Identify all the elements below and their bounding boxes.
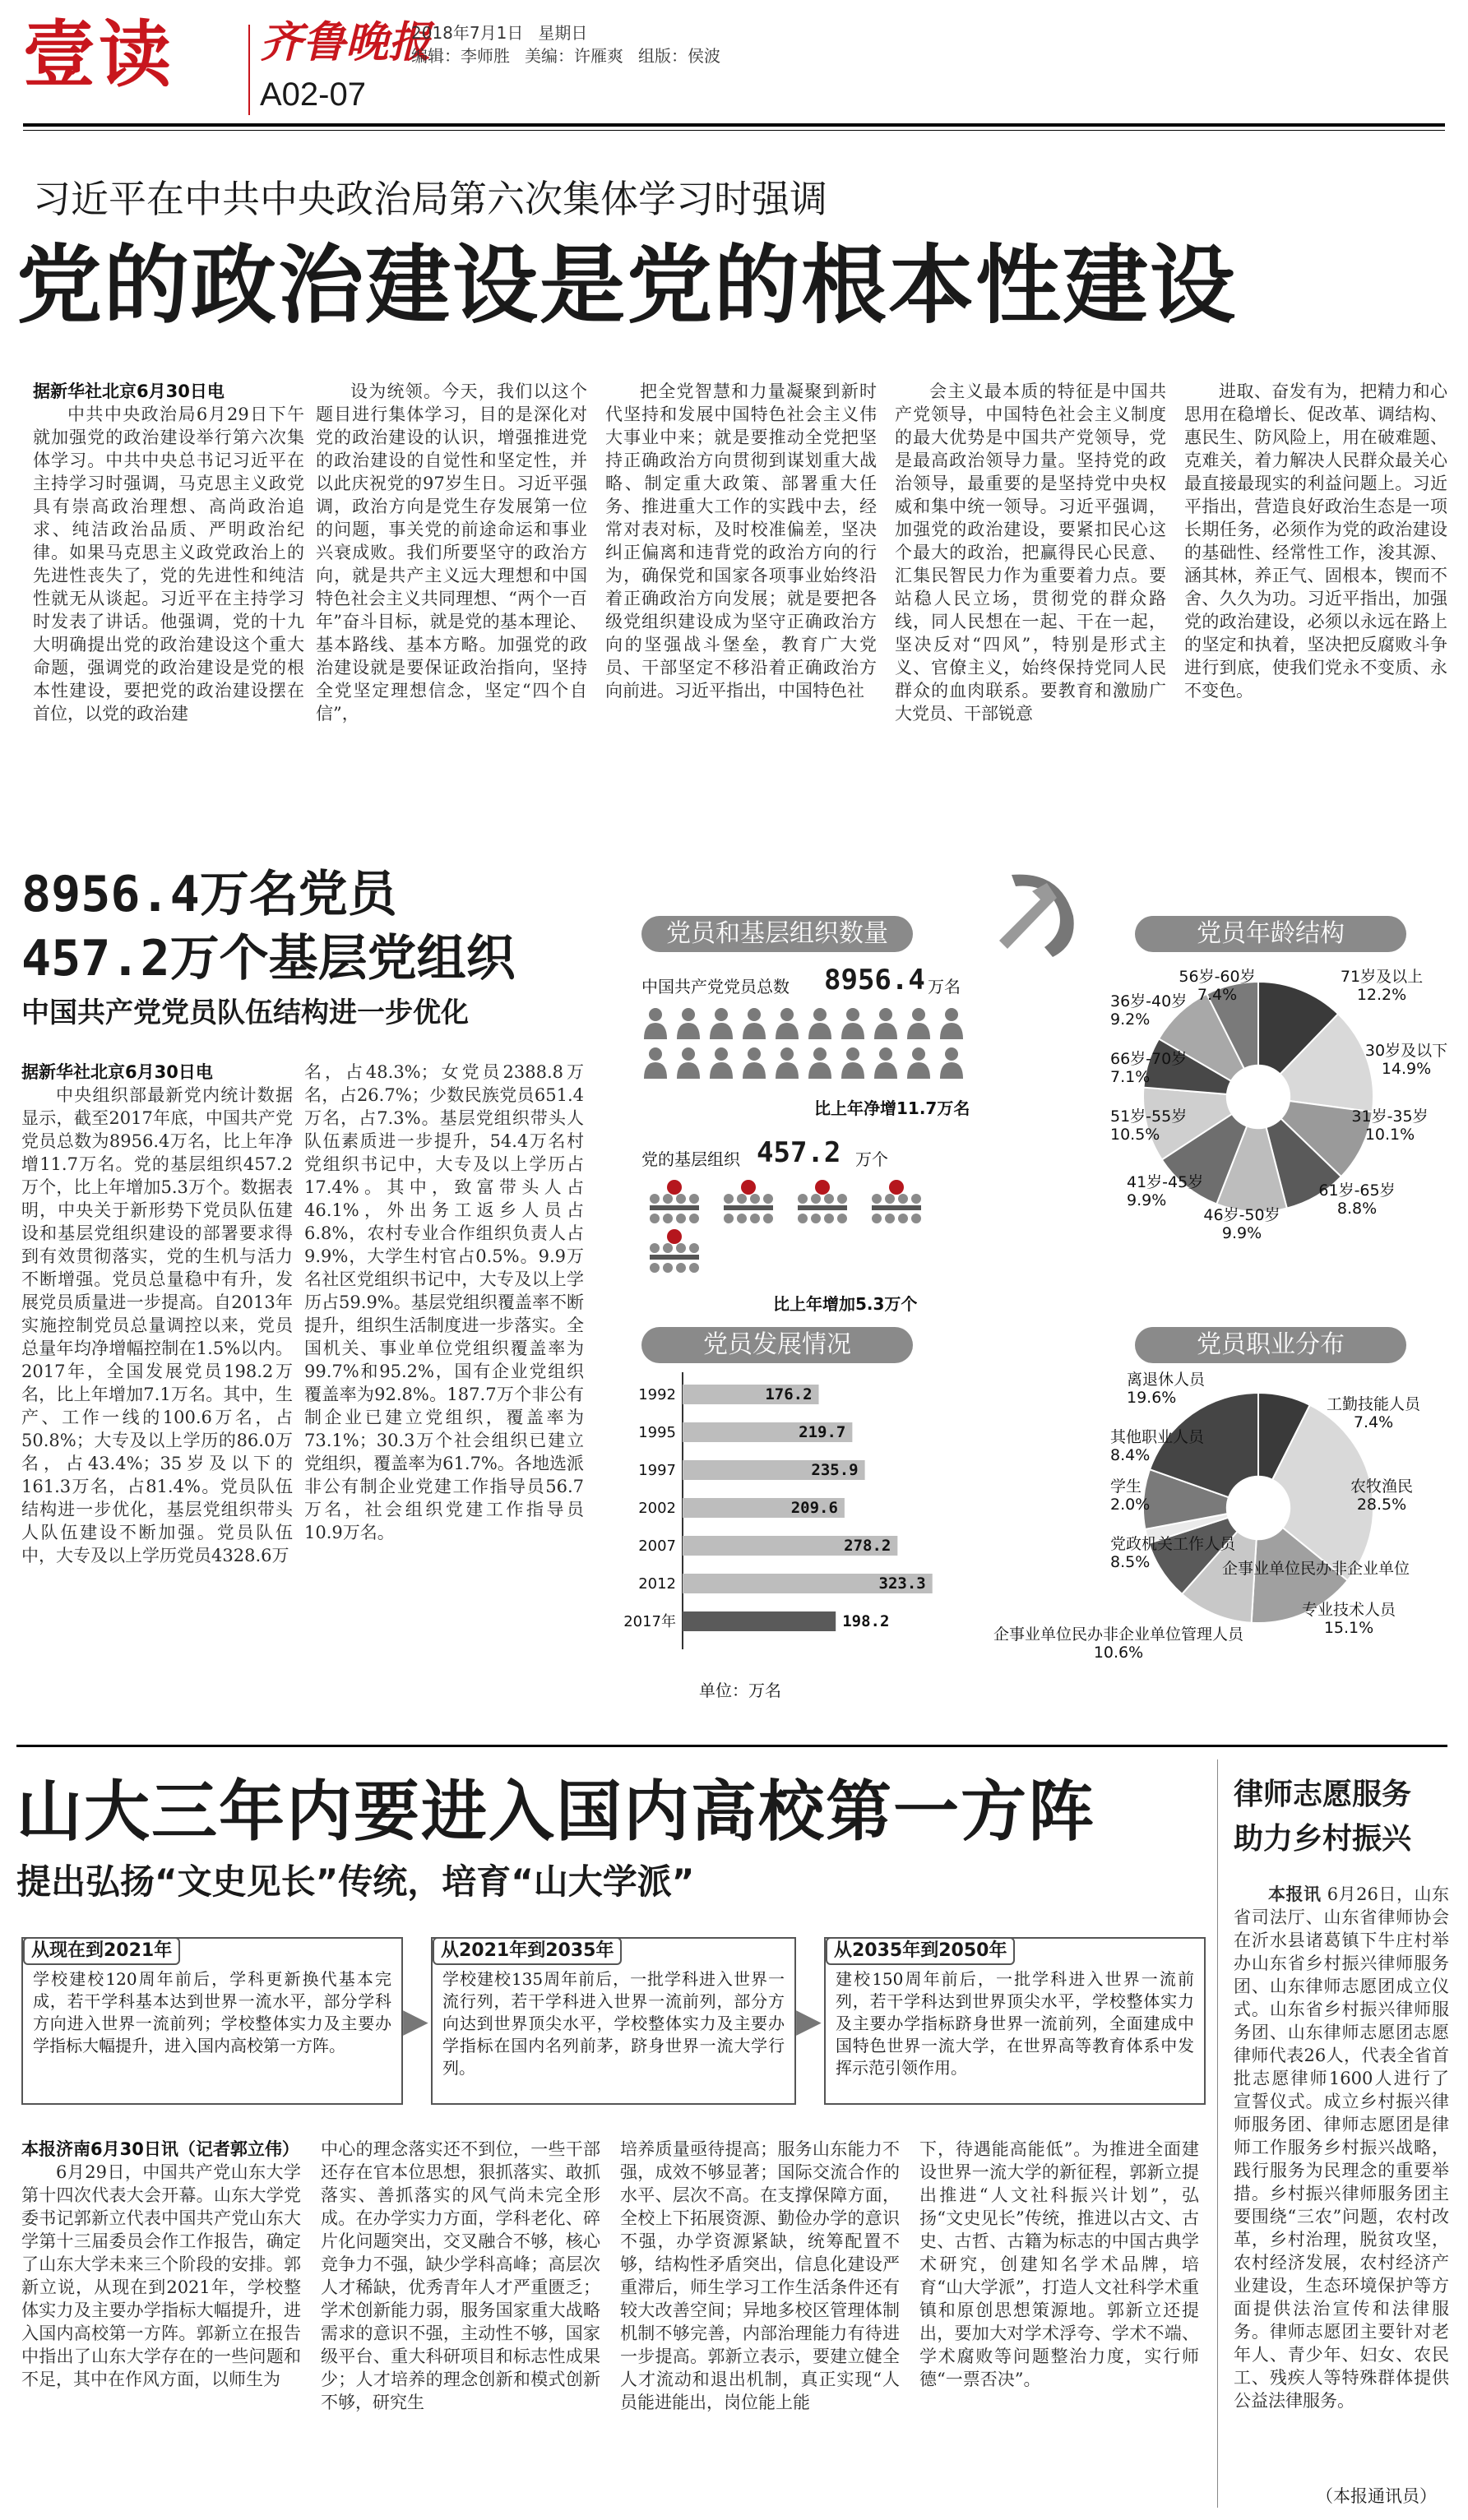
story1-text-4: 会主义最本质的特征是中国共产党领导，中国特色社会主义制度的最大优势是中国共产党领导，党是最高政治领导力量。坚持党的政治领导，最重要的是坚持党中央权威和集中统一领导。习近平强调，加强党的政治建设，要紧扣民心这个最大的政治，把赢得民心民意、汇集民智民力作为重要着力点。要站稳人民立场，贯彻党的群众路线，同人民想在一起、干在一起，坚决反对“四风”，特别是形式主义、官僚主义，始终保持党同人民群众的血肉联系。要教育和激励广大党员、干部锐意 (895, 381, 1166, 724)
section-divider (16, 1745, 1447, 1747)
bar-value-label: 176.2 (765, 1385, 813, 1403)
pie-value-label: 8.4% (1110, 1446, 1151, 1464)
sidebar-title-line-2: 助力乡村振兴 (1234, 1822, 1412, 1856)
growth-bar-chart (625, 1368, 1036, 1697)
page-number: A02-07 (260, 76, 366, 113)
person-icon (905, 1046, 933, 1079)
story3-column-3 (620, 2138, 900, 2508)
pie-label: 农牧渔民 (1350, 1477, 1414, 1496)
orgs-increase: 比上年增加5.3万个 (773, 1294, 918, 1314)
person-icon (839, 1006, 867, 1039)
org-table-icon (798, 1180, 847, 1223)
story1-headline: 党的政治建设是党的根本性建设 (16, 235, 1238, 335)
pie-label: 41岁-45岁 (1127, 1173, 1204, 1191)
org-table-icon (650, 1229, 699, 1273)
pie-label: 36岁-40岁 (1110, 992, 1188, 1010)
sidebar-title-line-1: 律师志愿服务 (1234, 1778, 1412, 1811)
person-icon (641, 1046, 669, 1079)
person-icon (938, 1006, 966, 1039)
pie-label: 56岁-60岁 (1179, 968, 1256, 986)
editor-credit: 编辑：李师胜 (411, 46, 510, 66)
pie-value-label: 10.5% (1110, 1126, 1160, 1144)
timeline-arrow-2-icon: ▶ (796, 2002, 822, 2040)
masthead-divider (248, 25, 250, 115)
bar-value-label: 209.6 (790, 1499, 838, 1517)
pie-label: 其他职业人员 (1110, 1428, 1205, 1446)
headline-a-number: 8956.4 (21, 866, 200, 923)
bar-value-label: 278.2 (844, 1537, 891, 1555)
orgs-label: 党的基层组织 (641, 1149, 740, 1169)
panel-members-title: 党员和基层组织数量 (641, 916, 913, 952)
bar-category-label: 1992 (638, 1386, 676, 1403)
bar-value-label: 219.7 (799, 1423, 846, 1441)
pie-value-label: 10.6% (1093, 1644, 1144, 1662)
issue-weekday: 星期日 (538, 23, 588, 43)
bar (683, 1611, 836, 1631)
pie-value-label: 10.1% (1364, 1126, 1415, 1144)
pie-value-label: 8.5% (1110, 1553, 1151, 1571)
story2-subhead: 中国共产党党员队伍结构进一步优化 (21, 996, 469, 1029)
story1-column-4 (895, 380, 1166, 840)
headline-a-text: 万名党员 (199, 866, 397, 923)
person-icon (641, 1006, 669, 1039)
pie-value-label: 14.9% (1381, 1060, 1432, 1078)
story1-text-2: 设为统领。今天，我们以这个题目进行集体学习，目的是深化对党的政治建设的认识，增强推进党的政治建设的自觉性和坚定性，并以此庆祝党的97岁生日。习近平强调，政治方向是党生存发展第一位的问题，事关党的前途命运和事业兴衰成败。我们所要坚守的政治方向，就是共产主义远大理想和中国特色社会主义共同理想、“两个一百年”奋斗目标，就是党的基本理论、基本路线、基本方略。加强党的政治建设就是要保证政治指向，坚持全党坚定理想信念，坚定“四个自信”， (316, 381, 587, 724)
story3-column-2 (321, 2138, 600, 2508)
story1-column-2 (316, 380, 587, 840)
story2-headline-b (21, 929, 516, 988)
pie-label: 工勤技能人员 (1326, 1395, 1421, 1413)
bar-value-label: 198.2 (842, 1612, 890, 1630)
person-icon (707, 1006, 735, 1039)
members-people-row-1 (641, 1006, 970, 1039)
person-icon (872, 1006, 900, 1039)
bar-unit-label: 单位：万名 (699, 1681, 781, 1700)
pie-label: 61岁-65岁 (1318, 1181, 1396, 1200)
org-table-icon (872, 1180, 921, 1223)
story3-dateline: 本报济南6月30日讯（记者郭立伟） (21, 2139, 299, 2159)
newspaper-logo: 齐鲁晚报 (260, 17, 432, 67)
pie-label: 46岁-50岁 (1203, 1206, 1280, 1224)
pie-label: 51岁-55岁 (1110, 1107, 1188, 1126)
person-icon (773, 1046, 801, 1079)
story1-text-5: 进取、奋发有为，把精力和心思用在稳增长、促改革、调结构、惠民生、防风险上，用在破难题、克难关，着力解决人民群众最关心最直接最现实的利益问题上。习近平指出，营造良好政治生态是一项长期任务，必须作为党的政治建设的基础性、经常性工作，浚其源、涵其林，养正气、固根本，锲而不舍、久久为功。习近平指出，加强党的政治建设，必须以永远在路上的坚定和执着，坚决把反腐败斗争进行到底，使我们党永不变质、永不变色。 (1184, 381, 1447, 701)
timeline-title-1: 从现在到2021年 (23, 1937, 180, 1965)
sidebar-title (1234, 1773, 1411, 1861)
pie-value-label: 7.4% (1353, 1413, 1394, 1431)
pie-value-label: 12.2% (1356, 986, 1407, 1004)
orgs-unit: 万个 (855, 1149, 888, 1169)
timeline-text-1: 学校建校120周年前后，学科更新换代基本完成，若干学科基本达到世界一流水平，部分学科方向进入世界一流前列；学校整体实力及主要办学指标大幅提升，进入国内高校第一方阵。 (33, 1969, 391, 2055)
person-icon (740, 1046, 768, 1079)
panel-age-title: 党员年龄结构 (1135, 916, 1406, 952)
story1-column-3 (605, 380, 877, 840)
pie-value-label: 9.9% (1127, 1191, 1167, 1209)
pie-label: 71岁及以上 (1340, 968, 1424, 986)
org-table-icon (724, 1180, 773, 1223)
sidebar-text: 6月26日，山东省司法厅、山东省律师协会在沂水县诸葛镇下牛庄村举办山东省乡村振兴律师服务团、山东律师志愿团成立仪式。山东省乡村振兴律师服务团、山东律师志愿团志愿律师代表26人，代表全省首批志愿律师1600人进行了宣誓仪式。成立乡村振兴律师服务团、律师志愿团是律师工作服务乡村振兴战略，践行服务为民理念的重要举措。乡村振兴律师服务团主要围绕“三农”问题，农村改革，乡村治理，脱贫攻坚，农村经济发展，农村经济产业建设，生态环境保护等方面提供法治宣传和法律服务。律师志愿团主要针对老年人、青少年、妇女、农民工、残疾人等特殊群体提供公益法律服务。 (1234, 1884, 1449, 2411)
pie-label: 离退休人员 (1127, 1371, 1206, 1389)
bar-category-label: 2002 (638, 1500, 676, 1517)
person-icon (938, 1046, 966, 1079)
pie-value-label: 2.0% (1110, 1496, 1151, 1514)
story3-text-4: 下，待遇能高能低”。为推进全面建设世界一流大学的新征程，郭新立提出推进“人文社科振兴计划”，弘扬“文史见长”传统，推进以古文、古史、古哲、古籍为标志的中国古典学术研究，创建知名学术品牌，培育“山大学派”，打造人文社科学术重镇和原创思想策源地。郭新立还提出，要加大对学术浮夸、学术不端、学术腐败等问题整治力度，实行师德“一票否决”。 (919, 2139, 1199, 2389)
person-icon (707, 1046, 735, 1079)
headline-b-number: 457.2 (21, 930, 170, 987)
panel-growth-title: 党员发展情况 (641, 1327, 913, 1363)
pie-value-label: 19.6% (1127, 1389, 1177, 1407)
masthead-rule (23, 123, 1445, 127)
pie-value-label: 9.9% (1221, 1224, 1262, 1242)
person-icon (806, 1046, 834, 1079)
masthead-rule-thin (23, 130, 1445, 131)
pie-label: 66岁-70岁 (1110, 1050, 1188, 1068)
story2-column-1 (21, 1061, 293, 1710)
members-value: 8956.4 (824, 964, 925, 996)
infographic-panel (609, 883, 1447, 1713)
person-icon (806, 1006, 834, 1039)
timeline-title-2: 从2021年到2035年 (433, 1937, 622, 1965)
headline-b-text: 万个基层党组织 (169, 930, 516, 987)
pie-value-label: 8.8% (1336, 1200, 1378, 1218)
story3-subhead: 提出弘扬“文史见长”传统，培育“山大学派” (16, 1861, 695, 1902)
masthead-meta (411, 21, 735, 67)
age-pie-chart (1020, 957, 1447, 1319)
bar-value-label: 235.9 (811, 1461, 859, 1479)
pie-label: 企事业单位民办非企业单位管理人员 (993, 1625, 1244, 1644)
members-increase: 比上年净增11.7万名 (814, 1098, 970, 1118)
person-icon (674, 1046, 702, 1079)
members-people-row-2 (641, 1046, 970, 1079)
sidebar-credit: （本报通讯员） (1316, 2486, 1437, 2506)
issue-date: 2018年7月1日 (411, 23, 524, 43)
story3-text-2: 中心的理念落实还不到位，一些干部还存在官本位思想，狠抓落实、敢抓落实、善抓落实的风气尚未完全形成。在办学实力方面，学科老化、碎片化问题突出，交叉融合不够，核心竞争力不强，缺少学科高峰；高层次人才稀缺，优秀青年人才严重匮乏；学术创新能力弱，服务国家重大战略需求的意识不强，主动性不够，国家级平台、重大科研项目和标志性成果少；人才培养的理念创新和模式创新不够，研究生 (321, 2139, 600, 2412)
story1-column-5 (1184, 380, 1447, 840)
party-emblem-icon (983, 858, 1090, 965)
person-icon (674, 1006, 702, 1039)
timeline-box-1 (21, 1937, 403, 2105)
person-icon (872, 1046, 900, 1079)
story3-text-3: 培养质量亟待提高；服务山东能力不强，成效不够显著；国际交流合作的水平、层次不高。在支撑保障方面，全校上下拓展资源、勤俭办学的意识不强，办学资源紧缺，统筹配置不够，结构性矛盾突出，信息化建设严重滞后，师生学习工作生活条件还有较大改善空间；异地多校区管理体制机制不够完善，内部治理能力有待进一步提高。郭新立表示，要建立健全人才流动和退出机制，真正实现“人员能进能出，岗位能上能 (620, 2139, 900, 2412)
pie-value-label: 7.1% (1110, 1068, 1151, 1086)
proof-credit: 组版：侯波 (638, 46, 720, 66)
story3-text-1: 6月29日，中国共产党山东大学第十四次代表大会开幕。山东大学党委书记郭新立代表中国共产党山东大学第十三届委员会作工作报告，确定了山东大学未来三个阶段的安排。郭新立说，从现在到2021年，学校整体实力及主要办学指标大幅提升，进入国内高校第一方阵。郭新立在报告中指出了山东大学存在的一些问题和不足，其中在作风方面，以师生为 (21, 2162, 301, 2389)
timeline-text-3: 建校150周年前后，一批学科进入世界一流前列，若干学科达到世界顶尖水平，学校整体实力及主要办学指标跻身世界一流前列，全面建成中国特色世界一流大学，在世界高等教育体系中发挥示范引领作用。 (836, 1969, 1194, 2078)
story1-kicker: 习近平在中共中央政治局第六次集体学习时强调 (33, 177, 827, 221)
story3-column-1 (21, 2138, 301, 2508)
bar-category-label: 1995 (638, 1424, 676, 1441)
occupation-pie-chart (993, 1368, 1447, 1713)
timeline-arrow-1-icon: ▶ (403, 2002, 428, 2040)
pie-value-label: 9.2% (1110, 1010, 1151, 1029)
pie-label: 30岁及以下 (1364, 1042, 1448, 1060)
story3-headline: 山大三年内要进入国内高校第一方阵 (16, 1773, 1095, 1850)
bar-category-label: 2012 (638, 1575, 676, 1593)
sidebar-dateline: 本报讯 (1268, 1884, 1322, 1904)
bar-category-label: 2017年 (623, 1613, 676, 1630)
bar-category-label: 1997 (638, 1462, 676, 1479)
timeline-box-3 (824, 1937, 1206, 2105)
pie-hole (1226, 1476, 1290, 1540)
person-icon (839, 1046, 867, 1079)
bar-category-label: 2007 (638, 1537, 676, 1555)
pie-label: 党政机关工作人员 (1110, 1535, 1236, 1553)
story1-text-1: 中共中央政治局6月29日下午就加强党的政治建设举行第六次集体学习。中共中央总书记习近平在主持学习时强调，马克思主义政党具有崇高政治理想、高尚政治追求、纯洁政治品质、严明政治纪律。如果马克思主义政党政治上的先进性丧失了，党的先进性和纯洁性就无从谈起。习近平在主持学习时发表了讲话。他强调，党的十九大明确提出党的政治建设这个重大命题，强调党的政治建设是党的根本性建设，要把党的政治建设摆在首位，以党的政治建 (33, 405, 304, 724)
pie-label: 专业技术人员 (1301, 1601, 1396, 1619)
story3-column-4 (919, 2138, 1199, 2508)
timeline-box-2 (431, 1937, 796, 2105)
designer-credit: 美编：许雁爽 (525, 46, 623, 66)
org-tables-icon (641, 1179, 970, 1286)
pie-value-label: 28.5% (1356, 1496, 1407, 1514)
pie-label: 学生 (1110, 1477, 1142, 1496)
section-title: 壹读 (23, 12, 175, 97)
pie-value-label: 15.1% (1323, 1619, 1374, 1637)
members-label: 中国共产党党员总数 (641, 977, 790, 996)
story2-text-2: 名，占48.3%；女党员2388.8万名，占26.7%；少数民族党员651.4万名，占7.3%。基层党组织带头人队伍素质进一步提升，54.4万名村党组织书记中，大专及以上学历占17.4%。其中，致富带头人占46.1%，外出务工返乡人员占6.8%，农村专业合作组织负责人占9.9%，大学生村官占0.5%。9.9万名社区党组织书记中，大专及以上学历占59.9%。基层党组织覆盖率不断提升，组织生活制度进一步落实。全国机关、事业单位党组织覆盖率为99.7%和95.2%，国有企业党组织覆盖率为92.8%。187.7万个非公有制企业已建立党组织，覆盖率为73.1%；30.3万个社会组织已建立党组织，覆盖率为61.7%。各地选派非公有制企业党建工作指导员56.7万名，社会组织党建工作指导员10.9万名。 (304, 1062, 584, 1542)
person-icon (740, 1006, 768, 1039)
story2-column-2 (304, 1061, 584, 1710)
pie-hole (1226, 1065, 1290, 1129)
sidebar-body (1234, 1883, 1449, 2475)
panel-occupation-title: 党员职业分布 (1135, 1327, 1406, 1363)
pie-label: 31岁-35岁 (1351, 1107, 1429, 1126)
person-icon (773, 1006, 801, 1039)
members-unit: 万名 (928, 977, 961, 996)
timeline-text-2: 学校建校135周年前后，一批学科进入世界一流行列，若干学科进入世界一流前列，部分方向达到世界顶尖水平，学校整体实力及主要办学指标在国内名列前茅，跻身世界一流大学行列。 (442, 1969, 785, 2078)
orgs-value: 457.2 (757, 1136, 841, 1169)
person-icon (905, 1006, 933, 1039)
story1-text-3: 把全党智慧和力量凝聚到新时代坚持和发展中国特色社会主义伟大事业中来；就是要推动全党把坚持正确政治方向贯彻到谋划重大战略、制定重大政策、部署重大任务、推进重大工作的实践中去，经常对表对标，及时校准偏差，坚决纠正偏离和违背党的政治方向的行为，确保党和国家各项事业始终沿着正确政治方向发展；就是要把各级党组织建设成为坚守正确政治方向的坚强战斗堡垒，教育广大党员、干部坚定不移沿着正确政治方向前进。习近平指出，中国特色社 (605, 381, 877, 701)
org-table-icon (650, 1180, 699, 1223)
sidebar-divider (1217, 1759, 1218, 2508)
story1-dateline: 据新华社北京6月30日电 (33, 381, 225, 401)
story2-headline-a (21, 865, 397, 924)
story2-text-1: 中央组织部最新党内统计数据显示，截至2017年底，中国共产党党员总数为8956.4万名，比上年净增11.7万名。党的基层组织457.2万个，比上年增加5.3万个。数据表明，中央关于新形势下党员队伍建设和基层党组织建设的部署要求得到有效贯彻落实，党的生机与活力不断增强。党员总量稳中有升，发展党员质量进一步提高。自2013年实施控制党员总量调控以来，党员总量年均净增幅控制在1.5%以内。2017年，全国发展党员198.2万名，比上年增加7.1万名。其中，生产、工作一线的100.6万名，占50.8%；大专及以上学历的86.0万名，占43.4%；35岁及以下的161.3万名，占81.4%。党员队伍结构进一步优化，基层党组织带头人队伍建设不断加强。党员队伍中，大专及以上学历党员4328.6万 (21, 1085, 293, 1565)
story1-column-1 (33, 380, 304, 840)
timeline-title-3: 从2035年到2050年 (826, 1937, 1015, 1965)
pie-value-label: 7.4% (1197, 986, 1238, 1004)
occupation-extra-label: 企事业单位民办非企业单位 (1221, 1560, 1410, 1578)
bar-value-label: 323.3 (878, 1574, 926, 1593)
story2-dateline: 据新华社北京6月30日电 (21, 1062, 213, 1082)
